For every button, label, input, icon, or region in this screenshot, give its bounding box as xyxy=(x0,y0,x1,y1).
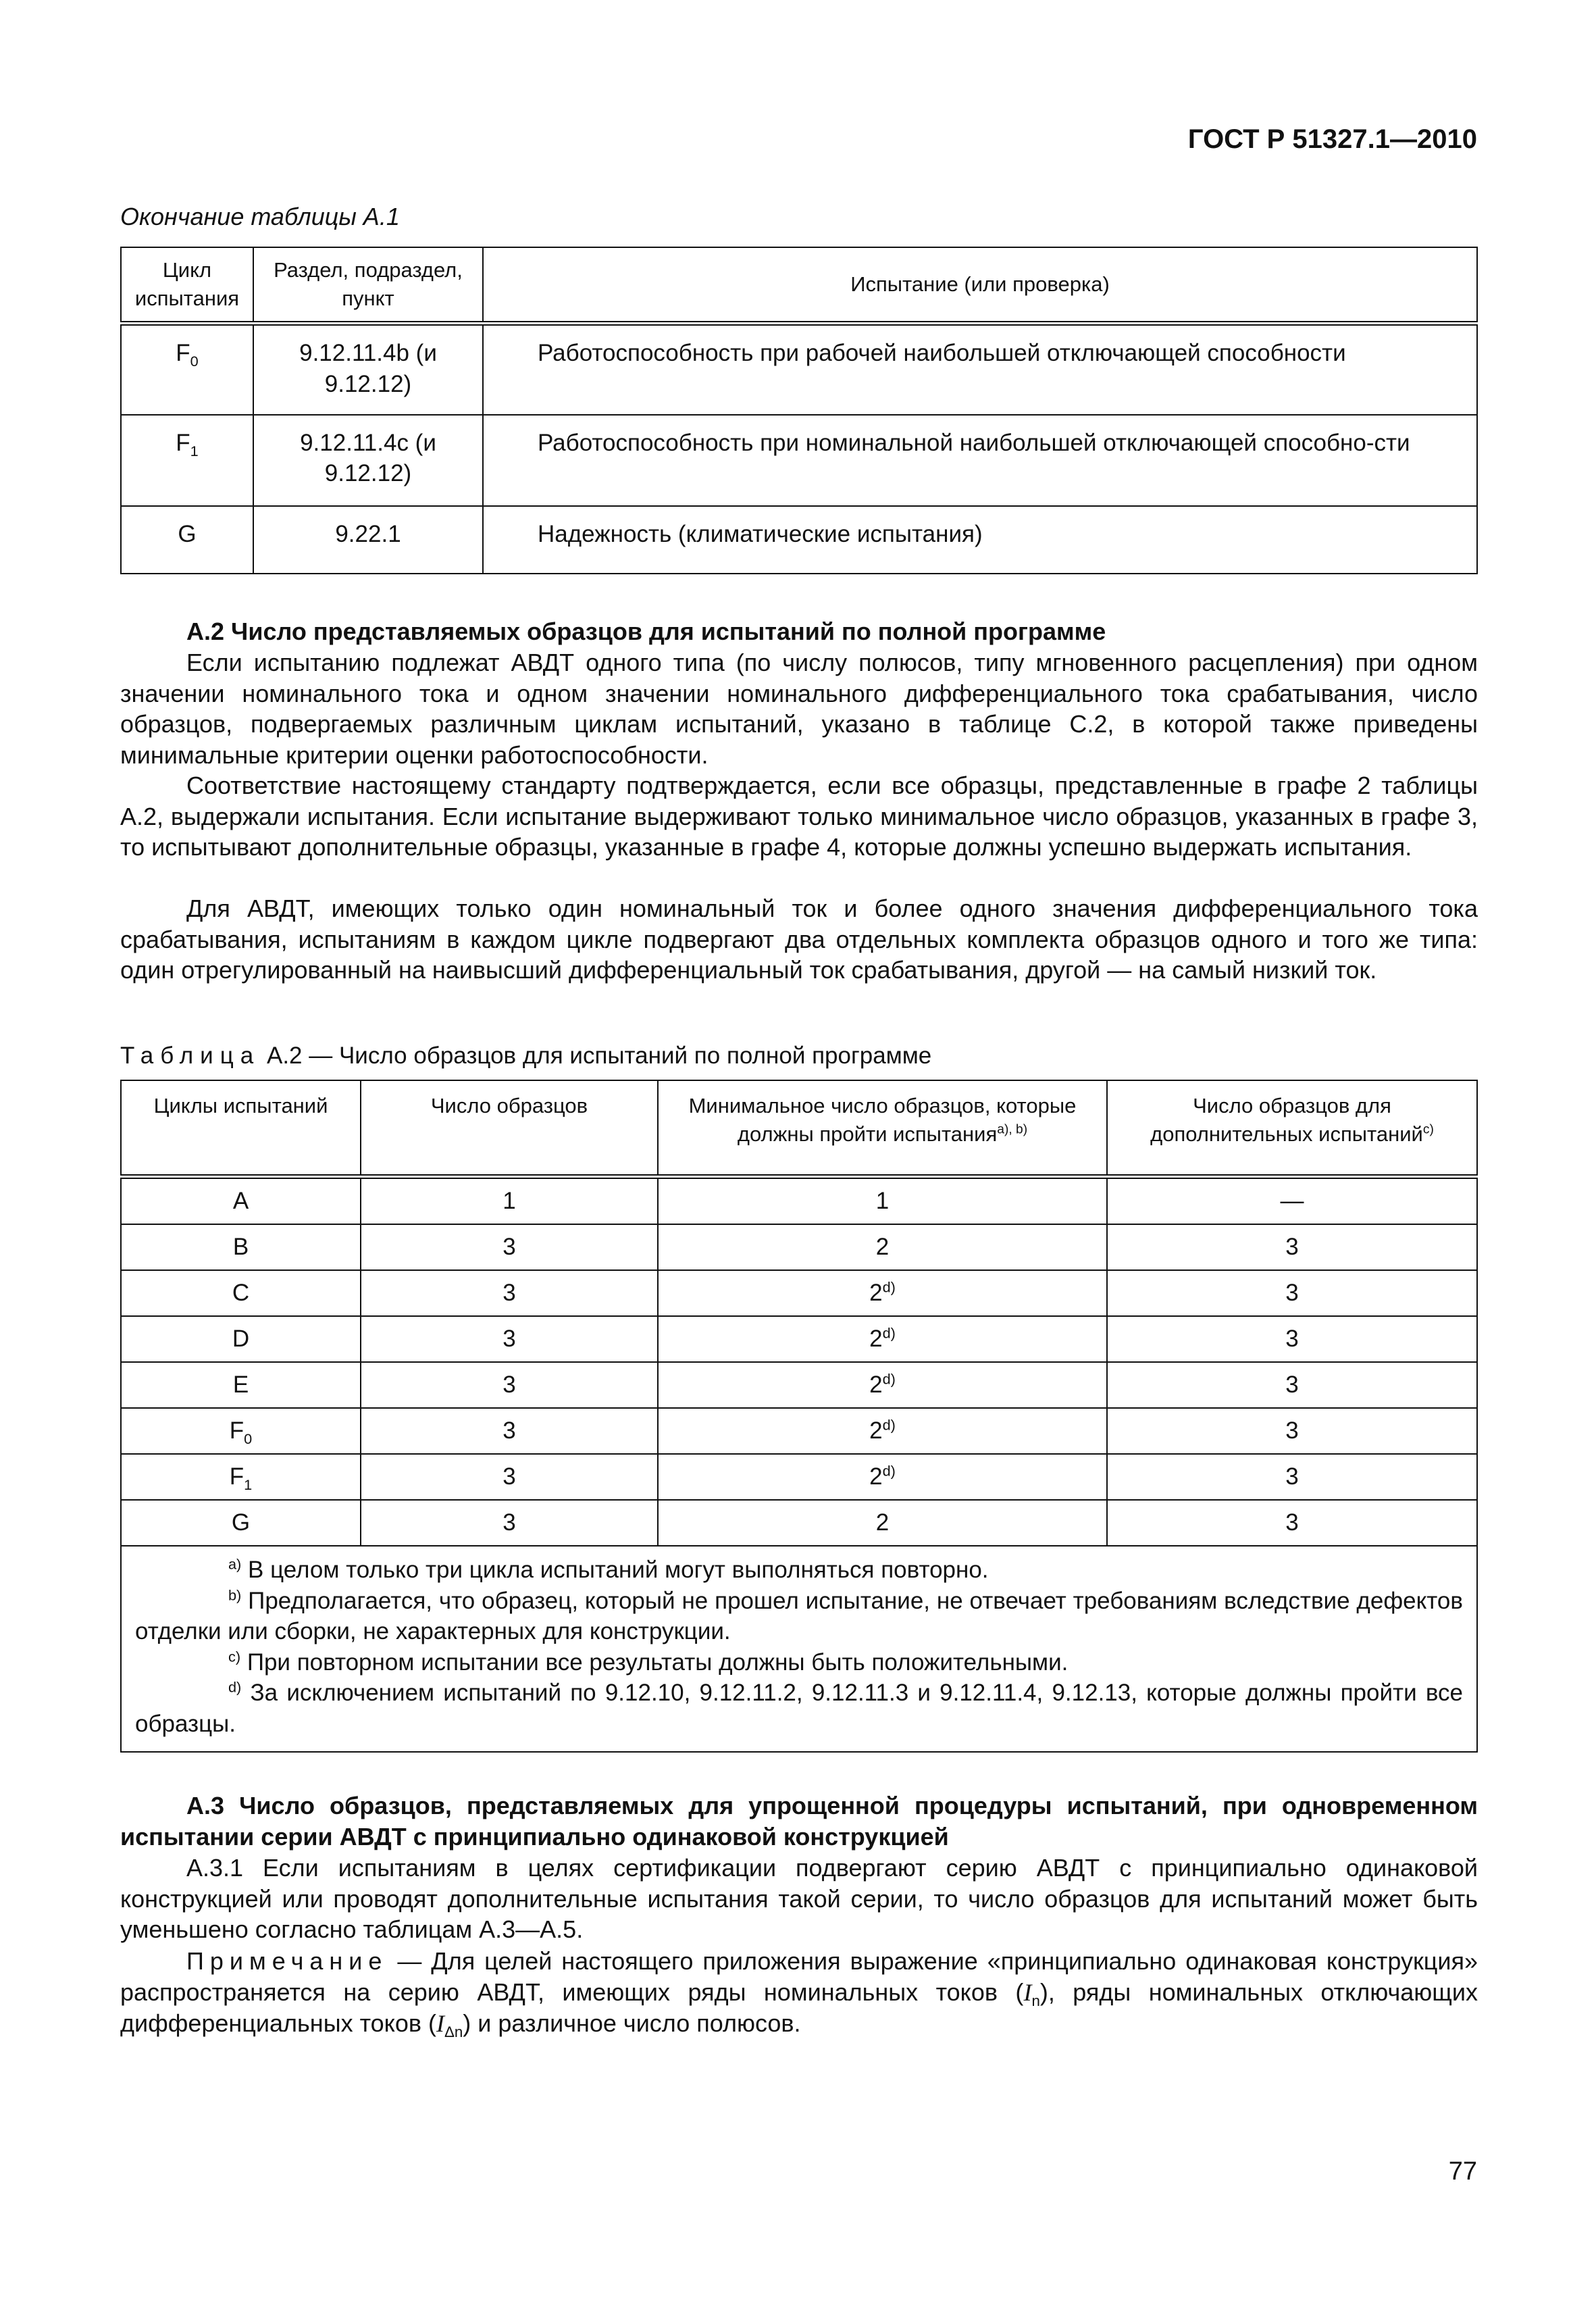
note-text: При повторном испытании все результаты должны быть положительными. xyxy=(247,1649,1069,1676)
current-symbol: I xyxy=(1023,1978,1032,2006)
current-subscript: Δn xyxy=(444,2023,463,2041)
cycle-letter: F xyxy=(176,340,190,366)
section-a3-title: А.3 Число образцов, представляемых для упрощенной процедуры испытаний, при одновременном испытании серии АВДТ с принципиально одинаковой конструкцией xyxy=(120,1792,1478,1851)
table-note xyxy=(135,1555,1463,1586)
table-row xyxy=(121,1224,1477,1270)
min-value: 2 xyxy=(869,1463,883,1490)
table-row xyxy=(121,1454,1477,1500)
table-row xyxy=(121,1270,1477,1316)
cycle-letter: E xyxy=(232,1372,249,1399)
min-cell xyxy=(658,1270,1107,1316)
note-text: — Для целей настоящего приложения выражение «принципиально одинаковая конструкция» распространяется на серию АВДТ, имеющих ряды номинальных токов ( xyxy=(120,1947,1478,2006)
min-cell xyxy=(658,1362,1107,1408)
cycle-cell xyxy=(121,1224,361,1270)
min-cell xyxy=(658,1316,1107,1362)
table-a1-cycle xyxy=(121,506,253,574)
table-a1-header-test: Испытание (или проверка) xyxy=(483,247,1477,324)
samples-cell: 1 xyxy=(361,1177,658,1225)
table-a2-header-samples xyxy=(361,1080,658,1177)
footnote-mark: d) xyxy=(882,1324,896,1342)
table-row xyxy=(121,1362,1477,1408)
table-row xyxy=(121,415,1477,506)
cycle-cell xyxy=(121,1408,361,1454)
min-value: 2 xyxy=(869,1326,883,1353)
table-note xyxy=(135,1678,1463,1739)
samples-cell: 3 xyxy=(361,1500,658,1546)
current-subscript: n xyxy=(1031,1992,1040,2009)
min-value: 2 xyxy=(875,1509,890,1536)
table-a1-cycle xyxy=(121,324,253,415)
table-row xyxy=(121,1316,1477,1362)
note-text: За исключением испытаний по 9.12.10, 9.12.11.2, 9.12.11.3 и 9.12.11.4, 9.12.13, которые должны пройти все образцы. xyxy=(135,1680,1463,1737)
table-a1-caption: Окончание таблицы А.1 xyxy=(120,203,400,230)
min-value: 2 xyxy=(869,1280,883,1307)
current-symbol: I xyxy=(436,2010,444,2038)
cycle-cell xyxy=(121,1454,361,1500)
table-a2-header-min xyxy=(658,1080,1107,1177)
cycle-cell xyxy=(121,1177,361,1225)
cycle-letter: D xyxy=(232,1326,250,1353)
table-a1-header-row xyxy=(121,247,1477,324)
table-a2-header-cycles xyxy=(121,1080,361,1177)
section-a3-paragraph: А.3.1 Если испытаниям в целях сертификации подвергают серию АВДТ с принципиально одинаковой конструкцией или проводят дополнительные испытания такой серии, то число образцов для испытаний может быть уменьшено согласно таблицам А.3—А.5. xyxy=(120,1854,1478,1944)
table-a2-header-extra xyxy=(1107,1080,1477,1177)
samples-cell: 3 xyxy=(361,1316,658,1362)
min-cell xyxy=(658,1177,1107,1225)
header-text: Циклы испытаний xyxy=(153,1094,328,1117)
footnote-mark: b) xyxy=(228,1586,242,1603)
extra-cell: 3 xyxy=(1107,1500,1477,1546)
samples-cell: 3 xyxy=(361,1270,658,1316)
table-note xyxy=(135,1586,1463,1647)
table-row xyxy=(121,506,1477,574)
note-text: В целом только три цикла испытаний могут выполняться повторно. xyxy=(248,1557,989,1583)
extra-cell: 3 xyxy=(1107,1408,1477,1454)
note-text: ), ряды номинальных отключающих дифференциальных токов ( xyxy=(120,1978,1478,2038)
cycle-letter: G xyxy=(231,1509,251,1536)
section-a2-paragraph-1: Если испытанию подлежат АВДТ одного типа (по числу полюсов, типу мгновенного расцепления) при одном значении номинального тока и одном значении номинального дифференциального тока срабатывания, число образцов, подвергаемых различным циклам испытаний, указано в таблице С.2, в которой также приведены минимальные критерии оценки работоспособности. xyxy=(120,649,1478,770)
table-a1-header-cycle: Цикл испытания xyxy=(121,247,253,324)
table-a2-header-row xyxy=(121,1080,1477,1177)
min-cell xyxy=(658,1224,1107,1270)
min-value: 2 xyxy=(869,1417,883,1444)
table-a1 xyxy=(120,247,1478,574)
table-a1-clause: 9.12.11.4c (и 9.12.12) xyxy=(253,415,483,506)
cycle-subscript: 1 xyxy=(190,442,199,459)
footnote-mark: d) xyxy=(228,1678,242,1696)
table-notes xyxy=(121,1546,1477,1752)
extra-cell: 3 xyxy=(1107,1362,1477,1408)
table-a2-caption-text: А.2 — Число образцов для испытаний по полной программе xyxy=(266,1042,932,1069)
table-a1-clause: 9.12.11.4b (и 9.12.12) xyxy=(253,324,483,415)
footnote-mark: d) xyxy=(882,1370,896,1388)
header-text: Число образцов для дополнительных испытаний xyxy=(1150,1094,1423,1146)
samples-cell: 3 xyxy=(361,1224,658,1270)
extra-cell: 3 xyxy=(1107,1224,1477,1270)
footnote-mark: c) xyxy=(228,1647,241,1665)
table-a1-cycle xyxy=(121,415,253,506)
cycle-cell xyxy=(121,1316,361,1362)
extra-cell: — xyxy=(1107,1177,1477,1225)
cycle-cell xyxy=(121,1270,361,1316)
note-text: ) и различное число полюсов. xyxy=(463,2009,801,2038)
table-note xyxy=(135,1647,1463,1678)
cycle-subscript: 0 xyxy=(190,353,199,370)
cycle-subscript: 0 xyxy=(244,1430,253,1448)
table-row xyxy=(121,324,1477,415)
min-cell xyxy=(658,1500,1107,1546)
min-value: 1 xyxy=(875,1188,890,1215)
table-a2 xyxy=(120,1080,1478,1753)
standard-code: ГОСТ Р 51327.1—2010 xyxy=(1187,124,1477,154)
header-text: Число образцов xyxy=(430,1094,588,1117)
footnote-mark: d) xyxy=(882,1462,896,1480)
cycle-letter: C xyxy=(232,1280,250,1307)
cycle-subscript: 1 xyxy=(244,1476,253,1494)
extra-cell: 3 xyxy=(1107,1454,1477,1500)
footnote-mark: c) xyxy=(1422,1122,1434,1137)
footnote-mark: a) xyxy=(228,1555,242,1573)
samples-cell: 3 xyxy=(361,1408,658,1454)
extra-cell: 3 xyxy=(1107,1316,1477,1362)
footnote-mark: a), b) xyxy=(997,1122,1028,1137)
table-row xyxy=(121,1408,1477,1454)
section-a3-note xyxy=(120,1946,1478,2040)
min-cell xyxy=(658,1408,1107,1454)
table-a1-clause: 9.22.1 xyxy=(253,506,483,574)
section-a2-title: А.2 Число представляемых образцов для испытаний по полной программе xyxy=(186,618,1106,645)
table-notes-row xyxy=(121,1546,1477,1752)
extra-cell: 3 xyxy=(1107,1270,1477,1316)
cycle-letter: A xyxy=(232,1188,249,1215)
cycle-letter: F xyxy=(176,429,190,456)
cycle-letter: B xyxy=(232,1234,249,1261)
page-number: 77 xyxy=(1448,2157,1477,2186)
min-value: 2 xyxy=(869,1372,883,1399)
table-a1-header-clause: Раздел, подраздел, пункт xyxy=(253,247,483,324)
table-a1-test: Надежность (климатические испытания) xyxy=(483,506,1477,574)
cycle-cell xyxy=(121,1500,361,1546)
table-row xyxy=(121,1177,1477,1225)
footnote-mark: d) xyxy=(882,1416,896,1434)
section-a2-paragraph-2: Соответствие настоящему стандарту подтверждается, если все образцы, представленные в графе 2 таблицы А.2, выдержали испытания. Если испытание выдерживают только минимальное число образцов, указанных в графе 3, то испытывают дополнительные образцы, указанные в графе 4, которые должны успешно выдержать испытания. xyxy=(120,772,1478,861)
min-cell xyxy=(658,1454,1107,1500)
note-text: Предполагается, что образец, который не прошел испытание, не отвечает требованиям вследствие дефектов отделки или сборки, не характерных для конструкции. xyxy=(135,1587,1463,1644)
table-row xyxy=(121,1500,1477,1546)
cycle-letter: F xyxy=(229,1417,244,1444)
section-a2-paragraph-3: Для АВДТ, имеющих только один номинальный ток и более одного значения дифференциального тока срабатывания, испытаниям в каждом цикле подвергают два отдельных комплекта образцов одного и того же типа: один отрегулированный на наивысший дифференциальный ток срабатывания, другой — на самый низкий ток. xyxy=(120,895,1478,984)
table-a2-caption-word: Таблица xyxy=(120,1042,261,1069)
table-a1-test: Работоспособность при рабочей наибольшей отключающей способности xyxy=(483,324,1477,415)
footnote-mark: d) xyxy=(882,1278,896,1296)
table-a2-caption xyxy=(120,1040,931,1072)
min-value: 2 xyxy=(875,1234,890,1261)
cycle-letter: F xyxy=(229,1463,244,1490)
header-text: Минимальное число образцов, которые должны пройти испытания xyxy=(688,1094,1077,1146)
samples-cell: 3 xyxy=(361,1454,658,1500)
note-heading: Примечание xyxy=(186,1947,388,1975)
table-a1-test: Работоспособность при номинальной наибольшей отключающей способно-сти xyxy=(483,415,1477,506)
samples-cell: 3 xyxy=(361,1362,658,1408)
cycle-letter: G xyxy=(178,520,197,547)
cycle-cell xyxy=(121,1362,361,1408)
